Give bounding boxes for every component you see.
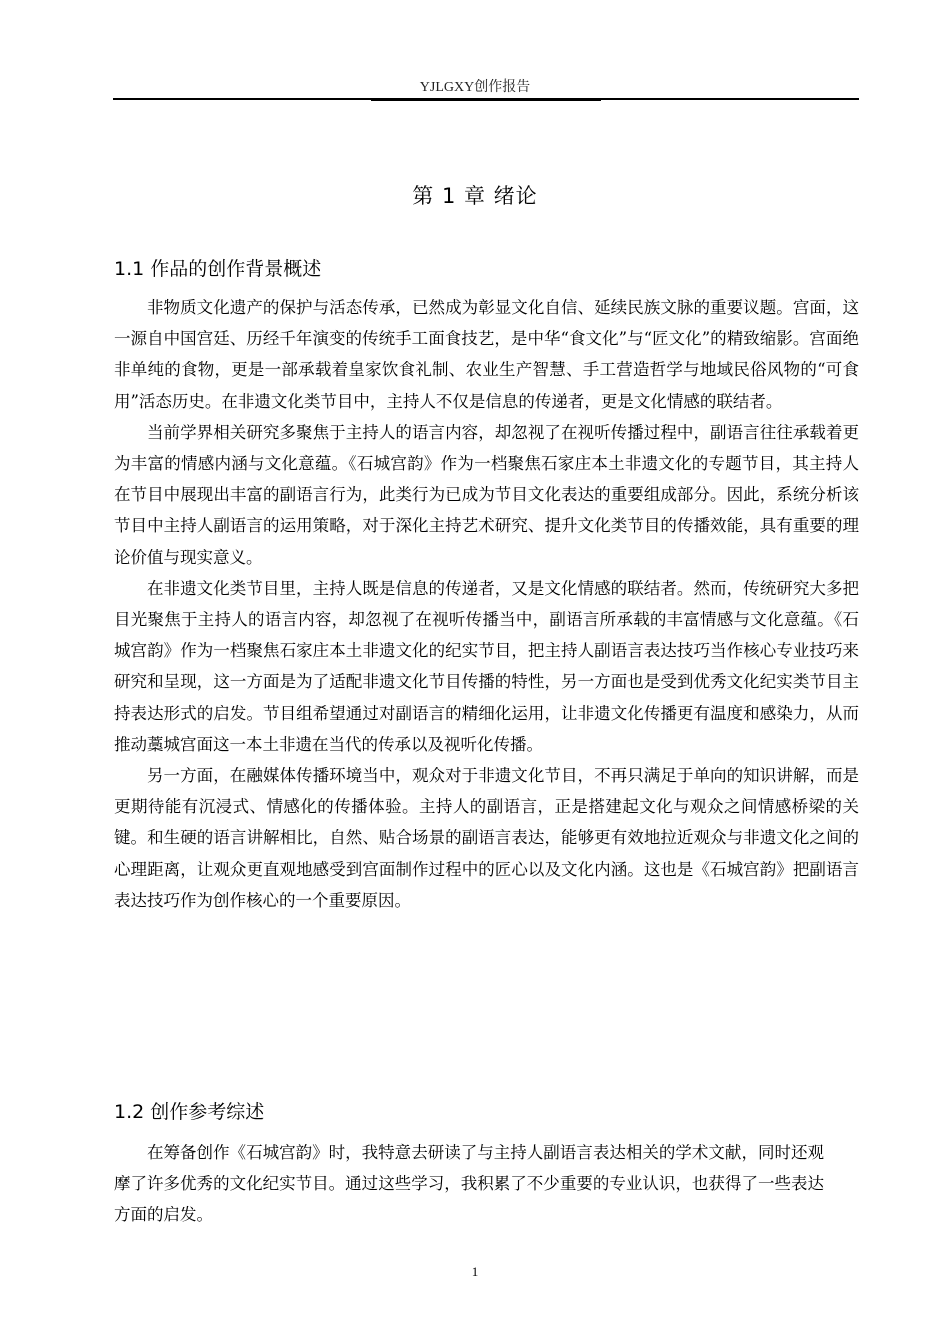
header-divider-accent (371, 98, 601, 101)
section-1-1-body (114, 292, 859, 916)
section-title-1-1: 1.1 作品的创作背景概述 (114, 258, 322, 280)
paragraph: 非物质文化遗产的保护与活态传承，已然成为彰显文化自信、延续民族文脉的重要议题。宫面，这一源自中国宫廷、历经千年演变的传统手工面食技艺，是中华“食文化”与“匠文化”的精致缩影。宫面绝非单纯的食物，更是一部承载着皇家饮食礼制、农业生产智慧、手工营造哲学与地域民俗风物的“可食用”活态历史。在非遗文化类节目中，主持人不仅是信息的传递者，更是文化情感的联结者。 (114, 298, 859, 411)
section-1-2-body (114, 1137, 824, 1231)
header-title: YJLGXY创作报告 (419, 80, 531, 95)
paragraph: 当前学界相关研究多聚焦于主持人的语言内容，却忽视了在视听传播过程中，副语言往往承载着更为丰富的情感内涵与文化意蕴。《石城宫韵》作为一档聚焦石家庄本土非遗文化的专题节目，其主持人在节目中展现出丰富的副语言行为，此类行为已成为节目文化表达的重要组成部分。因此，系统分析该节目中主持人副语言的运用策略，对于深化主持艺术研究、提升文化类节目的传播效能，具有重要的理论价值与现实意义。 (114, 422, 859, 567)
page-number: 1 (471, 1264, 479, 1279)
section-title-1-2: 1.2 创作参考综述 (114, 1101, 265, 1123)
chapter-title: 第 1 章 绪论 (412, 184, 538, 208)
paragraph: 另一方面，在融媒体传播环境当中，观众对于非遗文化节目，不再只满足于单向的知识讲解，而是更期待能有沉浸式、情感化的传播体验。主持人的副语言，正是搭建起文化与观众之间情感桥梁的关键。和生硬的语言讲解相比，自然、贴合场景的副语言表达，能够更有效地拉近观众与非遗文化之间的心理距离，让观众更直观地感受到宫面制作过程中的匠心以及文化内涵。这也是《石城宫韵》把副语言表达技巧作为创作核心的一个重要原因。 (114, 766, 859, 910)
paragraph: 在非遗文化类节目里，主持人既是信息的传递者，又是文化情感的联结者。然而，传统研究大多把目光聚焦于主持人的语言内容，却忽视了在视听传播当中，副语言所承载的丰富情感与文化意蕴。《石城宫韵》作为一档聚焦石家庄本土非遗文化的纪实节目，把主持人副语言表达技巧当作核心专业技巧来研究和呈现，这一方面是为了适配非遗文化节目传播的特性，另一方面也是受到优秀文化纪实类节目主持表达形式的启发。节目组希望通过对副语言的精细化运用，让非遗文化传播更有温度和感染力，从而推动藁城宫面这一本土非遗在当代的传承以及视听化传播。 (114, 578, 859, 754)
paragraph: 在筹备创作《石城宫韵》时，我特意去研读了与主持人副语言表达相关的学术文献，同时还观摩了许多优秀的文化纪实节目。通过这些学习，我积累了不少重要的专业认识，也获得了一些表达方面的启发。 (114, 1143, 824, 1225)
